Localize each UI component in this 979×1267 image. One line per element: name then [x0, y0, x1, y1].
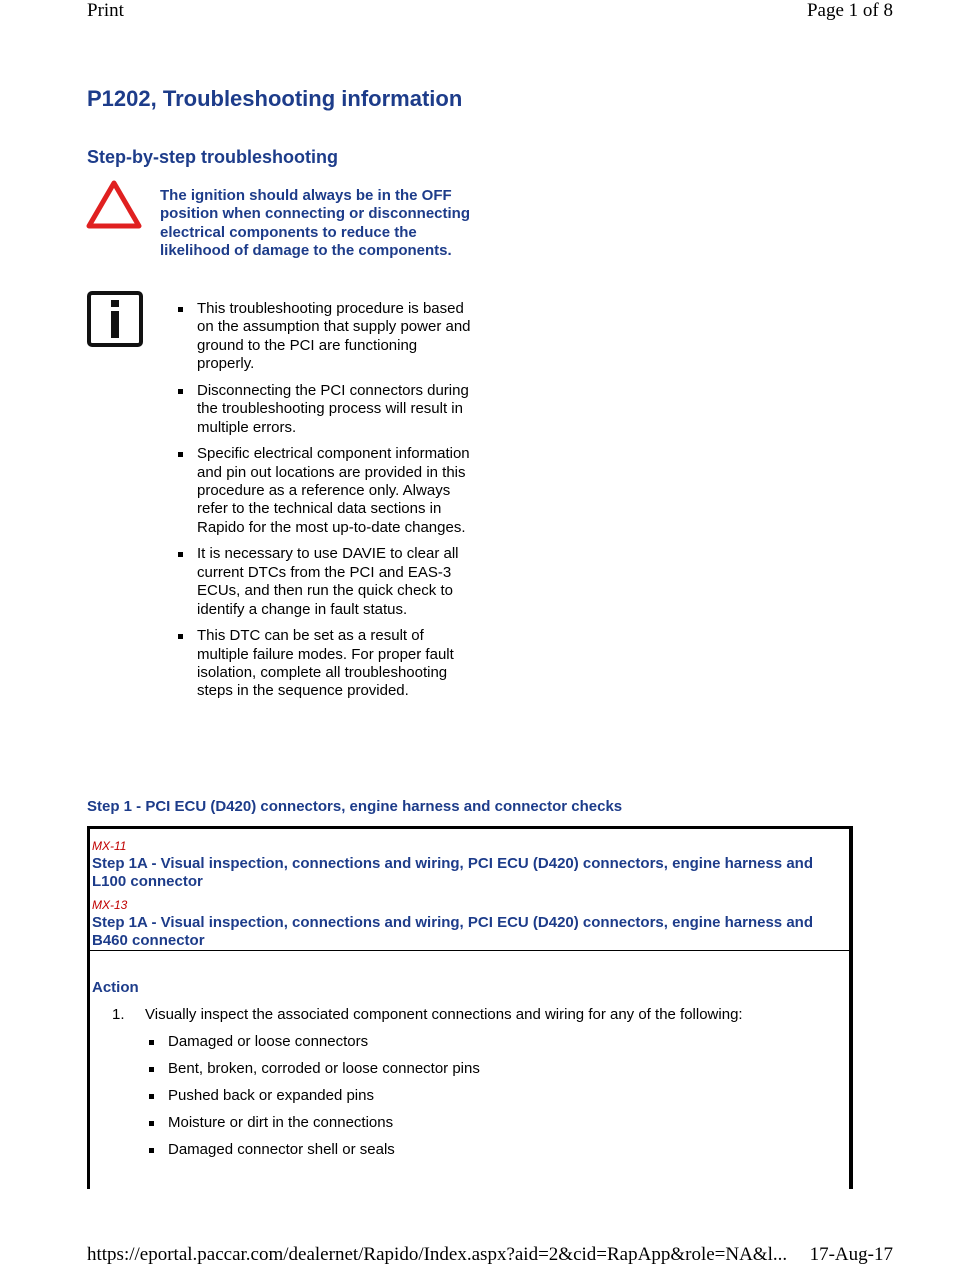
list-item [149, 1060, 480, 1087]
check-item: Moisture or dirt in the connections [168, 1114, 394, 1131]
bullet-icon [178, 307, 183, 312]
info-note: Disconnecting the PCI connectors during the troubleshooting process will result in multiple errors. [197, 381, 469, 436]
bullet-icon [149, 1121, 154, 1126]
print-date: 17-Aug-17 [809, 1244, 893, 1265]
warning-text: The ignition should always be in the OFF position when connecting or disconnecting electrical components to reduce the likelihood of damage to the components. [160, 187, 471, 260]
check-item: Damaged or loose connectors [168, 1033, 369, 1050]
bullet-icon [149, 1148, 154, 1153]
model-tag: MX-11 [92, 839, 127, 853]
print-header: Print [87, 0, 124, 21]
bullet-icon [178, 452, 183, 457]
bullet-icon [149, 1040, 154, 1045]
list-item [178, 382, 478, 437]
page-indicator: Page 1 of 8 [806, 0, 893, 21]
check-item: Pushed back or expanded pins [168, 1087, 374, 1104]
list-item [149, 1141, 480, 1168]
step-box [87, 826, 853, 1189]
list-item [178, 445, 478, 537]
info-note: This troubleshooting procedure is based on the assumption that supply power and ground to the PCI are functioning properly. [197, 300, 471, 373]
list-item [149, 1114, 480, 1141]
section-subtitle: Step-by-step troubleshooting [87, 147, 338, 167]
page-title: P1202, Troubleshooting information [87, 86, 463, 111]
check-item: Damaged connector shell or seals [168, 1141, 395, 1158]
info-note: It is necessary to use DAVIE to clear all current DTCs from the PCI and EAS-3 ECUs, and then run the quick check to identify a change in fault status. [197, 545, 459, 618]
warning-triangle-icon [86, 179, 142, 231]
list-item [178, 627, 478, 701]
bullet-icon [149, 1094, 154, 1099]
step-heading: Step 1 - PCI ECU (D420) connectors, engine harness and connector checks [87, 798, 623, 815]
info-note: Specific electrical component information and pin out locations are provided in this procedure as a reference only. Always refer to the technical data sections in Rapido for the most up-to-date changes. [197, 445, 470, 536]
bullet-icon [178, 389, 183, 394]
step-box-header [90, 829, 849, 951]
bullet-icon [149, 1067, 154, 1072]
info-notes-list [178, 300, 478, 709]
bullet-icon [178, 634, 183, 639]
list-item [149, 1087, 480, 1114]
bullet-icon [178, 552, 183, 557]
model-tag: MX-13 [92, 898, 128, 912]
inspection-checklist [149, 1033, 480, 1168]
action-number: 1. [112, 1006, 125, 1023]
step-title: Step 1A - Visual inspection, connections and wiring, PCI ECU (D420) connectors, engine harness and B460 connector [92, 914, 813, 950]
step-title: Step 1A - Visual inspection, connections and wiring, PCI ECU (D420) connectors, engine harness and L100 connector [92, 855, 813, 891]
list-item [178, 545, 478, 619]
list-item [178, 300, 478, 374]
action-label: Action [92, 979, 139, 996]
check-item: Bent, broken, corroded or loose connector pins [168, 1060, 480, 1077]
page-url: https://eportal.paccar.com/dealernet/Rapido/Index.aspx?aid=2&cid=RapApp&role=NA&l... [87, 1244, 788, 1265]
list-item [149, 1033, 480, 1060]
action-text: Visually inspect the associated component connections and wiring for any of the following: [145, 1006, 743, 1023]
info-icon [87, 291, 143, 347]
info-note: This DTC can be set as a result of multiple failure modes. For proper fault isolation, complete all troubleshooting steps in the sequence provided. [197, 627, 454, 700]
